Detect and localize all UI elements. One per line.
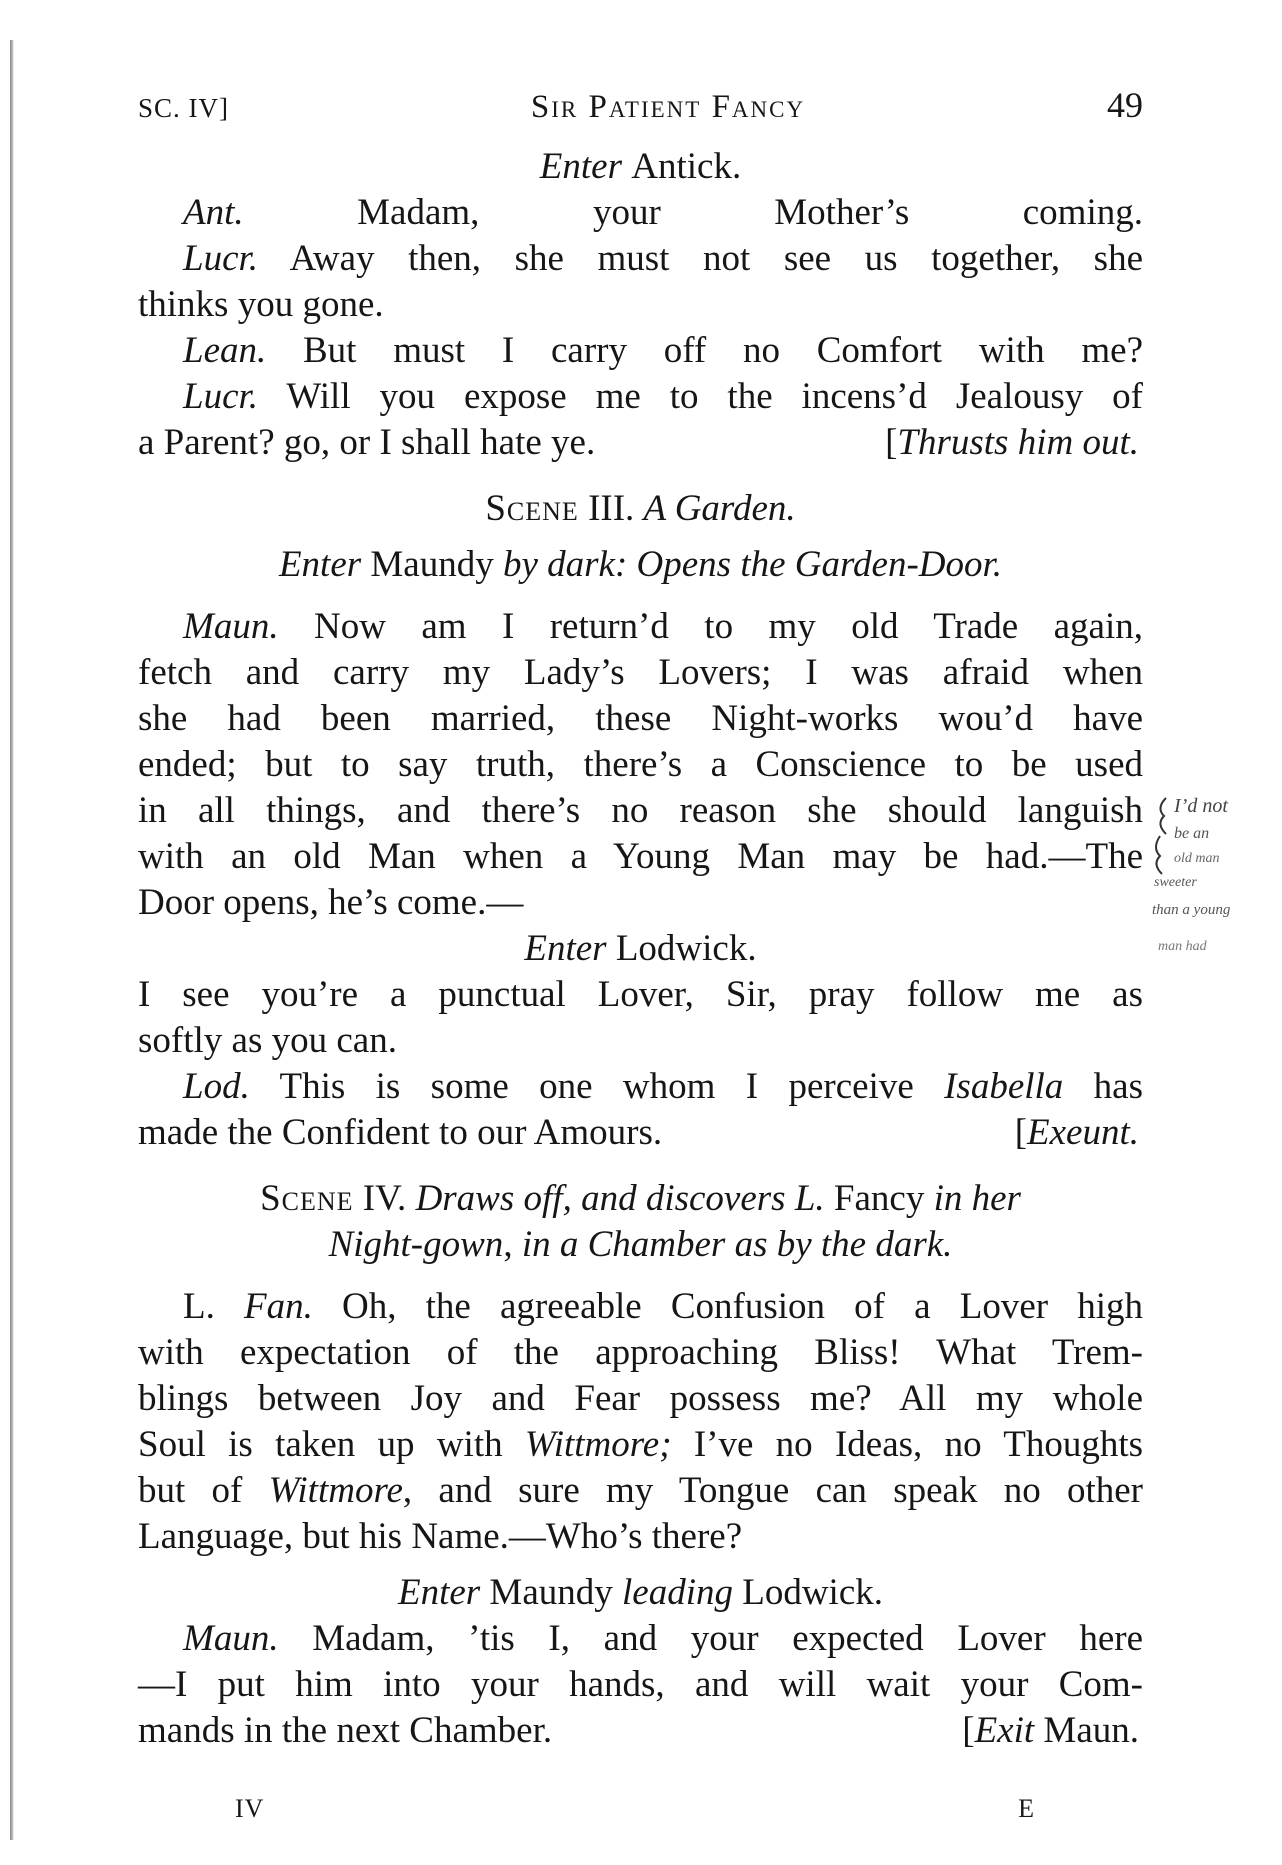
- italic-text: L.: [794, 1178, 825, 1219]
- text-line-lfan-1e: [138, 1468, 1143, 1514]
- italic-text: A Garden.: [643, 488, 796, 529]
- italic-text: Lucr.: [183, 376, 259, 417]
- text-run: Antick.: [631, 146, 742, 187]
- text-line-enter-lodwick: [138, 926, 1143, 972]
- text-run: Scene: [485, 488, 579, 529]
- marginalia-line: old man: [1174, 851, 1220, 866]
- text-run: but of: [138, 1470, 269, 1511]
- italic-text: Maun.: [183, 1618, 279, 1659]
- text-line-maun-3a: [138, 1616, 1143, 1662]
- text-run: [: [962, 1710, 975, 1751]
- text-run: Will you expose me to the incens’d Jealousy of: [258, 376, 1143, 417]
- text-line-maun-3c: [138, 1708, 1143, 1754]
- stage-direction-right: [885, 420, 1139, 466]
- italic-text: Thrusts him out.: [897, 422, 1139, 463]
- text-line-maun-3b: [138, 1662, 1143, 1708]
- italic-text: Exeunt.: [1027, 1112, 1139, 1153]
- header-scene-ref: SC. IV]: [138, 93, 230, 123]
- text-line-lfan-1c: [138, 1376, 1143, 1422]
- text-line-lucr-2b: [138, 420, 1143, 466]
- line-text: [138, 1110, 662, 1156]
- text-line-lucr-2a: [138, 374, 1143, 420]
- text-line-lfan-1f: [138, 1514, 1143, 1560]
- italic-text: Ant.: [183, 192, 244, 233]
- signature-left: IV: [235, 1794, 265, 1823]
- text-run: Maun.: [1043, 1710, 1139, 1751]
- text-run: softly as you can.: [138, 1020, 397, 1061]
- text-run: Oh, the agreeable Confusion of a Lover high: [312, 1286, 1144, 1327]
- text-line-lucr-1b: [138, 282, 1143, 328]
- running-header: [138, 82, 1143, 134]
- text-line-maun-1a: [138, 604, 1143, 650]
- italic-text: Enter: [278, 544, 371, 585]
- text-line-scene-4a: [138, 1176, 1143, 1222]
- text-run: Fancy: [824, 1178, 934, 1219]
- text-line-maun-2a: [138, 972, 1143, 1018]
- text-line-maun-1f: [138, 834, 1143, 880]
- signature-right: E: [1018, 1794, 1035, 1823]
- text-run: has: [1063, 1066, 1143, 1107]
- text-line-maun-1g: [138, 880, 1143, 926]
- italic-text: Enter: [539, 146, 632, 187]
- italic-text: in a Chamber as by the dark.: [521, 1224, 953, 1265]
- marginalia-line: than a young: [1152, 902, 1231, 918]
- text-run: Language, but his Name.—Who’s there?: [138, 1516, 743, 1557]
- text-line-enter-antick: [138, 144, 1143, 190]
- play-text: [138, 144, 1143, 1754]
- text-run: thinks you gone.: [138, 284, 384, 325]
- italic-text: Enter: [524, 928, 616, 969]
- italic-text: in her: [933, 1178, 1021, 1219]
- text-run: Scene: [260, 1178, 354, 1219]
- text-run: , and sure my Tongue can speak no other: [402, 1470, 1143, 1511]
- text-run: mands in the next Chamber.: [138, 1710, 553, 1751]
- text-run: Madam, your Mother’s coming.: [243, 192, 1143, 233]
- text-run: —I put him into your hands, and will wait your Com-: [138, 1664, 1143, 1705]
- text-run: Soul is taken up with: [138, 1424, 525, 1465]
- italic-text: leading: [622, 1572, 743, 1613]
- text-run: fetch and carry my Lady’s Lovers; I was afraid when: [138, 652, 1143, 693]
- text-run: Madam, ’tis I, and your expected Lover here: [278, 1618, 1143, 1659]
- marginalia-line: be an: [1174, 825, 1210, 842]
- text-run: L.: [183, 1286, 245, 1327]
- text-run: a Parent? go, or I shall hate ye.: [138, 422, 596, 463]
- text-line-maun-2b: [138, 1018, 1143, 1064]
- text-run: blings between Joy and Fear possess me? All my whole: [138, 1378, 1143, 1419]
- text-line-maun-1b: [138, 650, 1143, 696]
- text-line-scene-3: [138, 486, 1143, 532]
- marginalia-line: I’d not: [1174, 795, 1228, 817]
- text-run: IV.: [353, 1178, 416, 1219]
- text-run: made the Confident to our Amours.: [138, 1112, 663, 1153]
- italic-text: Lod.: [183, 1066, 250, 1107]
- italic-text: Wittmore;: [524, 1424, 672, 1465]
- text-run: Lodwick.: [742, 1572, 884, 1613]
- binding-edge: [10, 40, 14, 1840]
- text-run: Door opens, he’s come.—: [138, 882, 524, 923]
- italic-text: Maun.: [183, 606, 279, 647]
- text-run: [: [1014, 1112, 1028, 1153]
- book-page: [138, 82, 1143, 1754]
- italic-text: Draws off, and discovers: [415, 1178, 795, 1219]
- text-line-lod-1b: [138, 1110, 1143, 1156]
- text-run: This is some one whom I perceive: [249, 1066, 945, 1107]
- line-text: [138, 420, 595, 466]
- marginalia-line: sweeter: [1154, 875, 1197, 890]
- text-run: Maundy: [489, 1572, 622, 1613]
- text-line-maun-1c: [138, 696, 1143, 742]
- stage-direction-right: [1015, 1110, 1139, 1156]
- text-run: ended; but to say truth, there’s a Conscience to be used: [138, 744, 1143, 785]
- text-line-lfan-1b: [138, 1330, 1143, 1376]
- page-number: 49: [1106, 85, 1143, 125]
- text-run: I see you’re a punctual Lover, Sir, pray follow me as: [138, 974, 1143, 1015]
- text-run: ,: [503, 1224, 522, 1265]
- text-run: I’ve no Ideas, no Thoughts: [671, 1424, 1143, 1465]
- text-run: Lodwick.: [615, 928, 757, 969]
- text-run: she had been married, these Night-works wou’d have: [138, 698, 1143, 739]
- italic-text: Lucr.: [183, 238, 259, 279]
- italic-text: Isabella: [944, 1066, 1064, 1107]
- italic-text: Wittmore: [268, 1470, 403, 1511]
- page-footer: [235, 1794, 1035, 1824]
- italic-text: Fan.: [244, 1286, 313, 1327]
- text-run: But must I carry off no Comfort with me?: [266, 330, 1143, 371]
- text-run: with an old Man when a Young Man may be had.—The: [138, 836, 1143, 877]
- text-line-lfan-1d: [138, 1422, 1143, 1468]
- italic-text: Exit: [974, 1710, 1044, 1751]
- text-line-lucr-1a: [138, 236, 1143, 282]
- text-run: Away then, she must not see us together, she: [258, 238, 1143, 279]
- line-text: [138, 1708, 552, 1754]
- header-title: Sir Patient Fancy: [530, 89, 806, 125]
- text-line-lean-1: [138, 328, 1143, 374]
- stage-direction-right: [962, 1708, 1139, 1754]
- italic-text: Enter: [397, 1572, 490, 1613]
- text-line-maun-1d: [138, 742, 1143, 788]
- text-line-scene-4b: [138, 1222, 1143, 1268]
- text-run: in all things, and there’s no reason she should languish: [138, 790, 1143, 831]
- text-run: III.: [578, 488, 644, 529]
- text-run: Maundy: [370, 544, 503, 585]
- italic-text: Night-gown: [328, 1224, 504, 1265]
- italic-text: by dark: Opens the Garden-Door.: [502, 544, 1003, 585]
- text-line-enter-maundy: [138, 542, 1143, 588]
- text-line-ant-1: [138, 190, 1143, 236]
- text-run: Now am I return’d to my old Trade again,: [278, 606, 1143, 647]
- text-line-lfan-1a: [138, 1284, 1143, 1330]
- marginalia-line: man had: [1158, 939, 1207, 954]
- handwritten-marginalia: [1150, 790, 1282, 1040]
- text-line-lod-1a: [138, 1064, 1143, 1110]
- text-line-enter-maundy-2: [138, 1570, 1143, 1616]
- italic-text: Lean.: [183, 330, 267, 371]
- text-run: [: [885, 422, 898, 463]
- text-run: with expectation of the approaching Bliss! What Trem-: [138, 1332, 1143, 1373]
- text-line-maun-1e: [138, 788, 1143, 834]
